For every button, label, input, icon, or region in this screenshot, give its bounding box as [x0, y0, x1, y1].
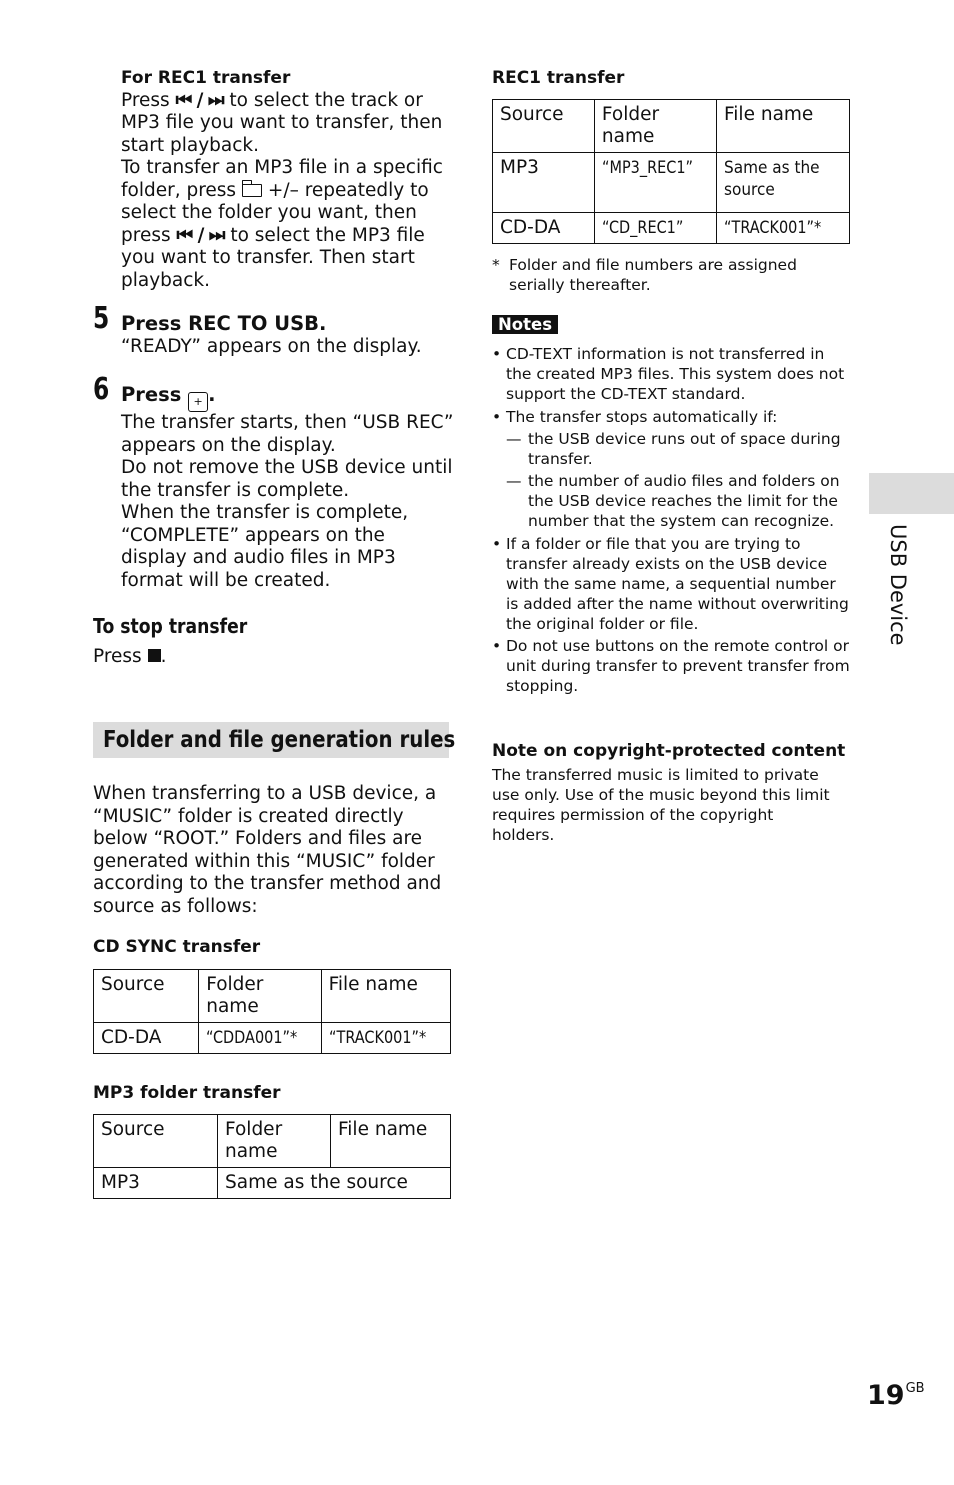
list-item: • Do not use buttons on the remote control or unit during transfer to prevent transfer from stopping.: [492, 636, 850, 696]
step-6-body-3: When the transfer is complete, “COMPLETE” appears on the display and audio files in MP3 format will be created.: [121, 502, 409, 591]
rec1-heading: For REC1 transfer: [121, 68, 291, 88]
step-6-body-1: The transfer starts, then “USB REC” appears on the display.: [121, 412, 454, 456]
table-row: [493, 153, 850, 213]
side-tab-label: USB Device: [886, 524, 910, 646]
header-file-name: File name: [321, 970, 450, 1023]
step-6-number: 6: [93, 372, 110, 407]
folder-icon: [242, 184, 262, 197]
table-row: [94, 1168, 451, 1199]
page-number: $19^{GB}$: [867, 1380, 925, 1411]
cell-folder-name: “CD_REC1”: [594, 213, 716, 244]
list-item: — the number of audio files and folders on the USB device reaches the limit for the number that the system can recognize.: [506, 471, 850, 531]
header-folder-name: Folder name: [218, 1115, 331, 1168]
table-header-row: [94, 970, 451, 1023]
rec1-instructions: [121, 67, 456, 292]
stop-body: Press .: [93, 646, 167, 667]
step-5: [121, 312, 456, 359]
enter-key-icon: +: [188, 392, 208, 412]
list-item: • CD-TEXT information is not transferred in the created MP3 files. This system does not support the CD-TEXT standard.: [492, 344, 850, 404]
cell-file-name: “TRACK001”*: [321, 1023, 450, 1054]
list-item: — the USB device runs out of space during transfer.: [506, 429, 850, 469]
step-6-body-2: Do not remove the USB device until the transfer is complete.: [121, 457, 453, 501]
rec1-table-title: REC1 transfer: [492, 68, 625, 88]
cell-folder-name: “CDDA001”*: [199, 1023, 321, 1054]
header-source: Source: [94, 1115, 218, 1168]
header-folder-name: Folder name: [199, 970, 321, 1023]
prev-next-icon: ⏮ / ⏭: [176, 224, 225, 246]
section-heading: Folder and file generation rules: [103, 727, 456, 753]
list-item: • The transfer stops automatically if: — the USB device runs out of space during transfer. — the number of audio files and folders on the USB device reaches the limit for the number that the system can recognize.: [492, 407, 850, 532]
cell-file-name: Same as the source: [717, 153, 850, 213]
rec1-line1: Press ⏮ / ⏭ to select the track or MP3 file you want to transfer, then start playback.: [121, 89, 443, 156]
step-5-number: 5: [93, 301, 110, 336]
table-header-row: [94, 1115, 451, 1168]
rec1-line2: To transfer an MP3 file in a specific folder, press +/– repeatedly to select the folder you want, then press ⏮ / ⏭ to select the MP3 file you want to transfer. Then start playback.: [121, 157, 443, 291]
header-source: Source: [493, 100, 595, 153]
cd-sync-table: [93, 969, 451, 1054]
copyright-heading: Note on copyright-protected content: [492, 741, 846, 761]
mp3-folder-title: MP3 folder transfer: [93, 1083, 281, 1103]
list-item: • If a folder or file that you are trying to transfer already exists on the USB device with the same name, a sequential number is added after the name without overwriting the original folder or file.: [492, 534, 850, 634]
rec1-table: [492, 99, 850, 244]
notes-list: [492, 344, 850, 699]
cell-source: MP3: [94, 1168, 218, 1199]
header-file-name: File name: [331, 1115, 451, 1168]
table-row: [493, 213, 850, 244]
step-6-title: Press + .: [121, 383, 456, 412]
stop-heading: To stop transfer: [93, 614, 248, 638]
step-5-title: Press REC TO USB.: [121, 312, 327, 335]
rec1-footnote: * Folder and file numbers are assigned serially thereafter.: [492, 256, 797, 294]
header-file-name: File name: [717, 100, 850, 153]
stop-icon: [148, 649, 161, 662]
notes-badge: Notes: [492, 314, 558, 336]
cd-sync-title: CD SYNC transfer: [93, 937, 261, 957]
table-row: [94, 1023, 451, 1054]
cell-folder-name: “MP3_REC1”: [594, 153, 716, 213]
step-5-body: “READY” appears on the display.: [121, 336, 422, 357]
cell-file-name: “TRACK001”*: [717, 213, 850, 244]
prev-next-icon: ⏮ / ⏭: [175, 89, 224, 111]
cell-source: MP3: [493, 153, 595, 213]
rules-intro: When transferring to a USB device, a “MUSIC” folder is created directly below “ROOT.” Folders and files are generated within this “MUSIC” folder according to the transfer method and source as follows:: [93, 783, 442, 917]
header-source: Source: [94, 970, 199, 1023]
header-folder-name: Folder name: [594, 100, 716, 153]
section-heading-bar: [93, 722, 456, 758]
cell-folder-file-name: Same as the source: [218, 1168, 451, 1199]
side-tab: [869, 473, 954, 514]
cell-source: CD-DA: [94, 1023, 199, 1054]
mp3-folder-table: [93, 1114, 451, 1199]
step-6: [121, 383, 456, 592]
table-header-row: [493, 100, 850, 153]
cell-source: CD-DA: [493, 213, 595, 244]
copyright-body: The transferred music is limited to private use only. Use of the music beyond this limit requires permission of the copyright holders.: [492, 766, 830, 844]
